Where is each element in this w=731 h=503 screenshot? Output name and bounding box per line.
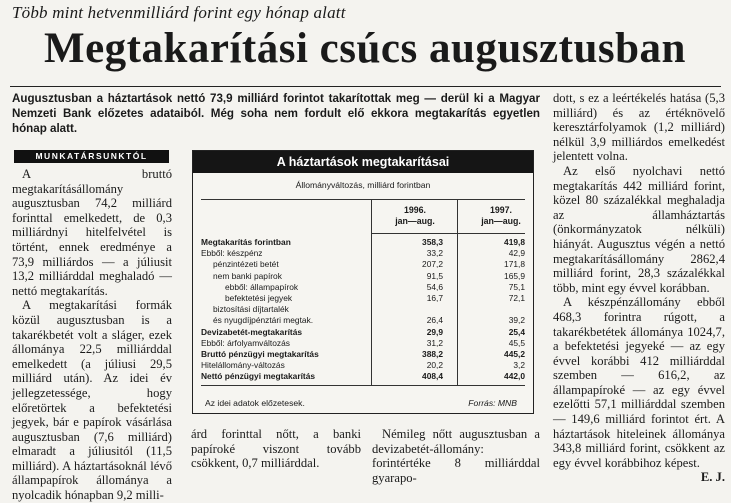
table-row <box>201 271 525 281</box>
paragraph: A készpénzállomány ebből 468,3 forintra rúgott, a takarékbetétek állománya 1024,7, a befektetési jegyeké — az egy évvel korábbi 412 milliárddal szemben — 616,2, az állampapíroké — az egy évvel ezelőtti 57,1 milliárddal szemben — 149,6 milliárd forintot ért. A háztartások hiteleinek állománya 343,8 milliárd forint, csökkent az egy évvel korábbihoz képest. <box>553 295 725 470</box>
value-1997: 171,8 <box>504 259 525 270</box>
table-row <box>201 282 525 292</box>
value-1997: 419,8 <box>504 237 525 247</box>
row-label: Ebből: készpénz <box>201 248 263 259</box>
header-rule <box>371 233 525 234</box>
value-1996: 31,2 <box>426 337 443 348</box>
value-1997: 165,9 <box>504 270 525 281</box>
row-label: Devizabetét-megtakarítás <box>201 326 303 337</box>
table-row <box>201 259 525 269</box>
value-1996: 54,6 <box>426 281 443 292</box>
paragraph: Némileg nőtt augusztusban a devizabetét-állomány: forintértéke 8 milliárddal gyarapo- <box>372 427 540 485</box>
paragraph: A bruttó megtakarításállomány augusztusban 74,2 milliárd forinttal emelkedett, de 0,3 milliárdnyi hitelfelvétel is történt, ennek eredménye a 73,9 milliárdos — a júliusit 13,2 milliárddal meghaladó — nettó megtakarítás. <box>12 167 172 298</box>
row-label: Bruttó pénzügyi megtakarítás <box>201 349 319 359</box>
table-row <box>201 371 525 381</box>
table-source: Forrás: MNB <box>468 398 517 408</box>
value-1996: 91,5 <box>426 270 443 281</box>
row-label: ebből: állampapírok <box>225 281 299 292</box>
value-1996: 16,7 <box>426 293 443 303</box>
table-row <box>201 360 525 370</box>
table-grid <box>201 193 525 403</box>
value-1996: 20,2 <box>426 360 443 371</box>
value-1997: 75,1 <box>508 281 525 292</box>
value-1996: 388,2 <box>422 349 443 359</box>
row-label: Ebből: árfolyamváltozás <box>201 337 290 348</box>
savings-table <box>192 150 534 414</box>
value-1997: 445,2 <box>504 349 525 359</box>
table-row <box>201 293 525 303</box>
row-label: biztosítási díjtartalék <box>213 304 289 315</box>
paragraph: árd forinttal nőtt, a banki papíroké viszont tovább csökkent, 0,7 milliárddal. <box>191 427 361 471</box>
value-1996: 207,2 <box>422 259 443 270</box>
article-column-2 <box>191 427 361 471</box>
column-header-1997: 1997. jan—aug. <box>481 205 521 226</box>
table-row <box>201 237 525 247</box>
row-label: és nyugdíjpénztári megtak. <box>213 315 314 326</box>
table-row <box>201 349 525 359</box>
paragraph: dott, s ez a leértékelés hatása (5,3 milliárd) és az értéknövelő keresztárfolyamok (1,2 milliárd) nélkül 3,9 milliárdos emelkedést jelentett volna. <box>553 91 725 164</box>
paragraph: A megtakarítási formák közül augusztusban is a takarékbetét volt a sláger, ezek állománya 22,5 milliárddal emelkedett (a júliusi 29,5 milliárd után). Az idei év jellegzetessége, hogy előretörtek a befektetési jegyek, bár e papírok vásárlása augusztusban (7,6 milliárd) elmaradt a júliusitól (11,5 milliárd). A háztartásoknál lévő állampapírok állománya a nyolcadik hónapban 9,2 milli- <box>12 298 172 503</box>
row-label: pénzintézeti betét <box>213 259 279 270</box>
paragraph: Az első nyolchavi nettó megtakarítás 442 milliárd forint, közel 80 százalékkal meghaladja az államháztartás (önkormányzatok nélküli) hiányát. Augusztus végén a nettó megtakarításállomány 2862,4 milliárd forint, 28,3 százalékkal több, mint egy évvel korábban. <box>553 163 725 295</box>
value-1996: 408,4 <box>422 371 443 382</box>
value-1996: 26,4 <box>426 315 443 326</box>
column-header-1996: 1996. jan—aug. <box>395 205 435 226</box>
table-rule <box>201 199 525 200</box>
table-row <box>201 315 525 325</box>
table-footnote: Az idei adatok előzetesek. <box>205 398 305 408</box>
value-1997: 442,0 <box>504 371 525 382</box>
value-1997: 45,5 <box>508 337 525 348</box>
value-1997: 72,1 <box>508 293 525 303</box>
lead-paragraph: Augusztusban a háztartások nettó 73,9 milliárd forintot takarítottak meg — derül ki a Magyar Nemzeti Bank előzetes adataiból. Még soha nem fordult elő ekkora megtakarítás egyetlen hónap alatt. <box>12 92 540 135</box>
kicker: Több mint hetvenmilliárd forint egy hónap alatt <box>12 3 346 22</box>
row-label: nem banki papírok <box>213 270 282 281</box>
table-row <box>201 338 525 348</box>
table-row <box>201 248 525 258</box>
value-1997: 39,2 <box>508 315 525 326</box>
table-title: A háztartások megtakarításai <box>193 151 533 173</box>
value-1996: 29,9 <box>426 326 443 337</box>
byline: MUNKATÁRSUNKTÓL <box>14 150 169 163</box>
row-label: Megtakarítás forintban <box>201 237 291 247</box>
article-column-1 <box>12 167 172 503</box>
row-label: befektetési jegyek <box>225 293 293 303</box>
article-column-4 <box>553 91 725 485</box>
row-label: Hitelállomány-változás <box>201 360 285 371</box>
table-row <box>201 304 525 314</box>
table-row <box>201 327 525 337</box>
value-1997: 25,4 <box>508 326 525 337</box>
value-1997: 42,9 <box>508 248 525 259</box>
value-1997: 3,2 <box>513 360 525 371</box>
row-label: Nettó pénzügyi megtakarítás <box>201 371 316 382</box>
headline: Megtakarítási csúcs augusztusban <box>44 25 686 72</box>
author-signature: E. J. <box>700 470 725 485</box>
value-1996: 358,3 <box>422 237 443 247</box>
top-rule <box>10 86 721 87</box>
article-column-3 <box>372 427 540 485</box>
value-1996: 33,2 <box>426 248 443 259</box>
table-rule <box>201 385 525 386</box>
table-subtitle: Állományváltozás, milliárd forintban <box>295 180 431 190</box>
